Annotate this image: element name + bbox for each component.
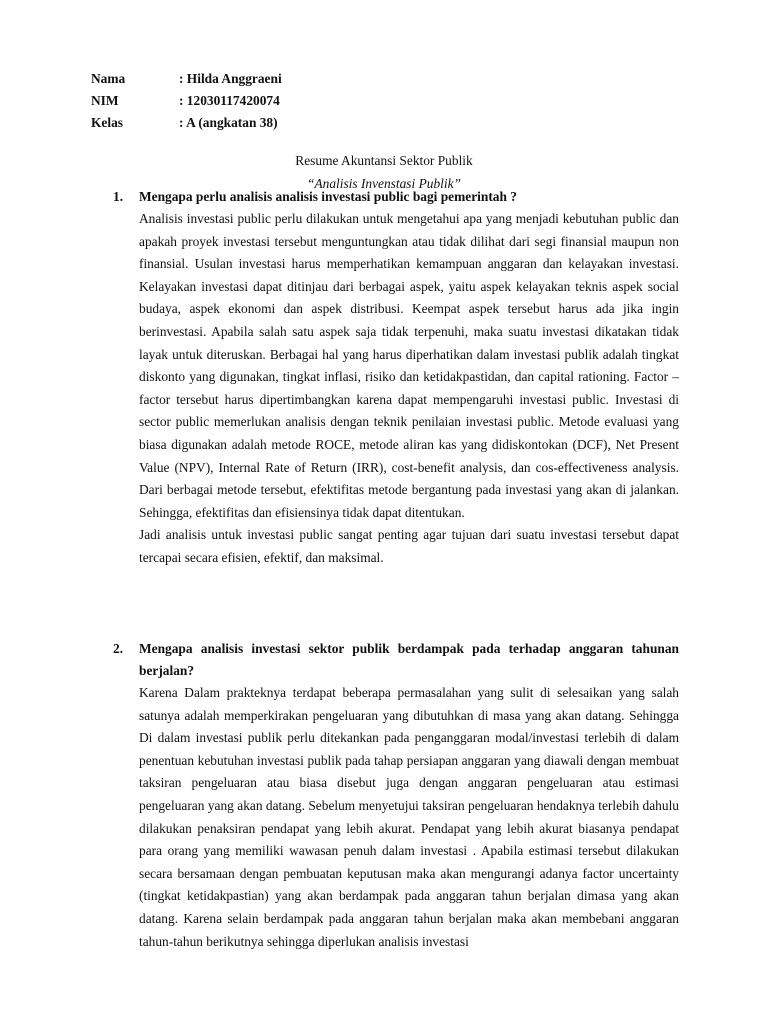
info-value: : A (angkatan 38) bbox=[179, 115, 278, 130]
question-number: 2. bbox=[113, 641, 124, 656]
info-row-kelas bbox=[91, 112, 282, 134]
info-label: Nama bbox=[91, 71, 126, 86]
question-heading bbox=[113, 186, 679, 208]
question-heading bbox=[113, 638, 679, 682]
question-text: Mengapa perlu analisis analisis investasi public bagi pemerintah ? bbox=[139, 189, 517, 204]
question-section-2 bbox=[113, 638, 679, 953]
info-value: : 12030117420074 bbox=[179, 93, 280, 108]
question-text: Mengapa analisis investasi sektor publik berdampak pada terhadap anggaran tahunan berjalan? bbox=[139, 641, 679, 678]
title-line-1: Resume Akuntansi Sektor Publik bbox=[295, 153, 473, 168]
info-label: Kelas bbox=[91, 115, 123, 130]
answer-paragraph: Analisis investasi public perlu dilakukan untuk mengetahui apa yang menjadi kebutuhan public dan apakah proyek investasi tersebut menguntungkan atau tidak dilihat dari segi finansial maupun non finansial. Usulan investasi harus memperhatikan kemampuan anggaran dan kelayakan investasi. Kelayakan investasi dapat ditinjau dari berbagai aspek, yaitu aspek kelayakan teknis aspek social budaya, aspek ekonomi dan aspek distribusi. Keempat aspek tersebut harus ada jika ingin berinvestasi. Apabila salah satu aspek saja tidak terpenuhi, maka suatu investasi dikatakan tidak layak untuk diteruskan. Berbagai hal yang harus diperhatikan dalam investasi publik adalah tingkat diskonto yang digunakan, tingkat inflasi, risiko dan ketidakpastidan, dan capital rationing. Factor – factor tersebut harus dipertimbangkan karena dapat mempengaruhi investasi public. Investasi di sector public memerlukan analisis dengan teknik penilaian investasi public. Metode evaluasi yang biasa digunakan adalah metode ROCE, metode aliran kas yang didiskontokan (DCF), Net Present Value (NPV), Internal Rate of Return (IRR), cost-benefit analysis, dan cos-effectiveness analysis. Dari berbagai metode tersebut, efektifitas metode bergantung pada investasi yang akan di jalankan. Sehingga, efektifitas dan efisiensinya tidak dapat ditentukan. bbox=[139, 211, 679, 520]
info-row-nim bbox=[91, 90, 282, 112]
answer-paragraph: Karena Dalam prakteknya terdapat beberapa permasalahan yang sulit di selesaikan yang salah satunya adalah memperkirakan pengeluaran yang dibutuhkan di masa yang akan datang. Sehingga Di dalam investasi publik perlu ditekankan pada penganggaran modal/investasi terlebih di dalam penentuan kebutuhan investasi publik pada tahap persiapan anggaran yang diawali dengan membuat taksiran pengeluaran atau biasa disebut juga dengan anggaran pengeluaran atau estimasi pengeluaran yang akan datang. Sebelum menyetujui taksiran pengeluaran hendaknya terlebih dahulu dilakukan penaksiran pendapat yang lebih akurat. Pendapat yang lebih akurat biasanya pendapat para orang yang memiliki wawasan penuh dalam investasi . Apabila estimasi tersebut dilakukan secara bersamaan dengan pembuatan keputusan maka akan mengurangi adanya factor uncertainty (tingkat ketidakpastian) yang akan berdampak pada anggaran tahun berjalan dimasa yang akan datang. Karena selain berdampak pada anggaran tahun berjalan maka akan membebani anggaran tahun-tahun berikutnya sehingga diperlukan analisis investasi bbox=[139, 685, 679, 949]
info-label: NIM bbox=[91, 93, 119, 108]
info-row-nama bbox=[91, 68, 282, 90]
question-section-1 bbox=[113, 186, 679, 570]
student-info bbox=[91, 68, 282, 134]
title-line-2: “Analisis Invenstasi Publik” bbox=[307, 176, 461, 191]
info-value: : Hilda Anggraeni bbox=[179, 71, 282, 86]
answer-body bbox=[139, 682, 679, 953]
document-title bbox=[0, 153, 768, 169]
answer-paragraph: Jadi analisis untuk investasi public sangat penting agar tujuan dari suatu investasi tersebut dapat tercapai secara efisien, efektif, dan maksimal. bbox=[139, 527, 679, 565]
question-number: 1. bbox=[113, 189, 124, 204]
answer-body bbox=[139, 208, 679, 570]
